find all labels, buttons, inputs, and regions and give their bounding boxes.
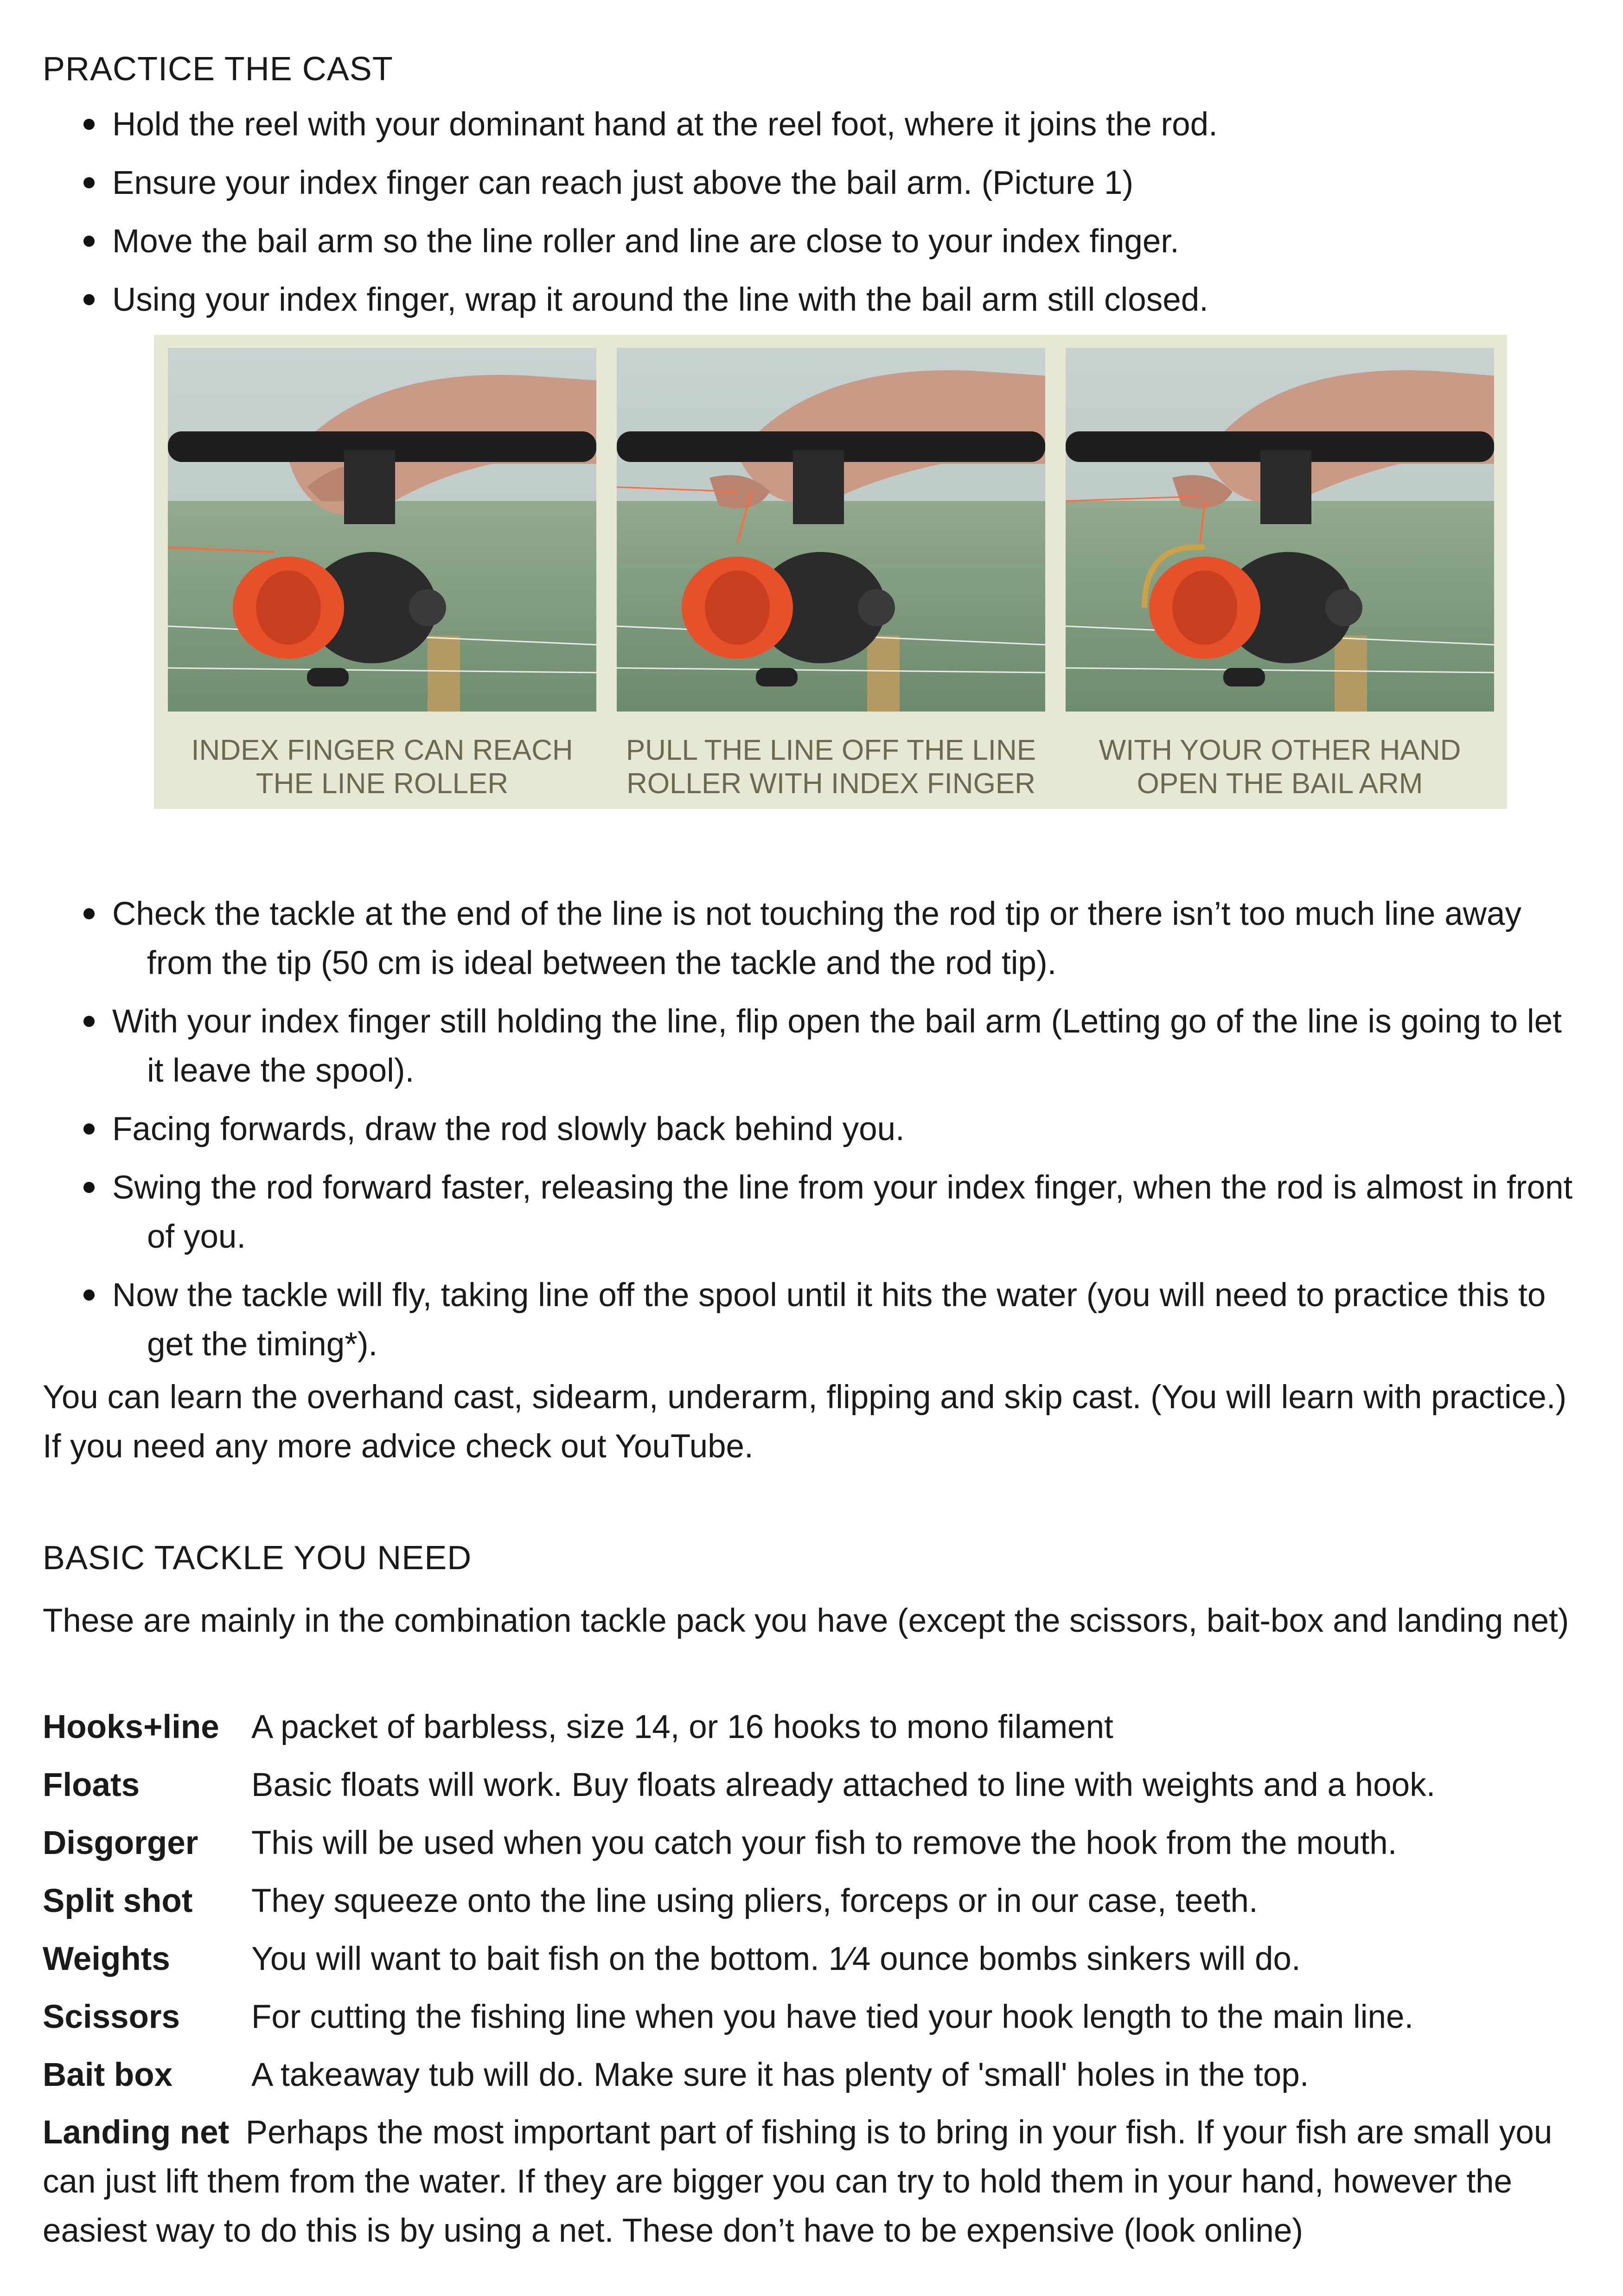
list-item: Ensure your index finger can reach just above the bail arm. (Picture 1) <box>43 159 1573 208</box>
photo-index-finger-reach <box>168 348 596 712</box>
list-item: Move the bail arm so the line roller and line are close to your index finger. <box>43 217 1573 266</box>
section-heading-tackle: BASIC TACKLE YOU NEED <box>43 1539 472 1577</box>
cast-steps-top <box>43 100 1573 325</box>
casting-photo-figure <box>154 335 1507 809</box>
photo-open-bail-arm <box>1066 348 1494 712</box>
document-page: PRACTICE THE CAST Hold the reel with your dominant hand at the reel foot, where it joins the rod. Ensure your index finger can reach just above the bail arm. (Picture 1) Move the bail arm so the line roller and line are close to your index finger. Using your index finger, wrap it around the line with the bail arm still closed. INDEX FINGER CAN REACH THE LINE ROLLER PULL THE LINE OFF THE LINE ROLLER WITH INDEX FINGER WITH YOUR OTHER HAND OPEN THE BAIL ARM Check the tackle at the end of the line is not touching the rod tip or there isn’t too much line away from the tip (50 cm is ideal between the tackle and the rod tip). With your index finger still holding the line, flip open the bail arm (Letting go of the line is going to let it leave the spool). Facing forwards, draw the rod slowly back behind you. Swing the rod forward faster, releasing the line from your index finger, when the rod is almost in front of you. Now the tackle will fly, taking line off the spool until it hits the water (you will need to practice this to get the timing*). You can learn the overhand cast, sidearm, underarm, flipping and skip cast. (You will learn with practice.) If you need any more advice check out YouTube. BASIC TACKLE YOU NEED These are mainly in the combination tackle pack you have (except the scissors, bait-box and landing net) Hooks+line A packet of barbless, size 14, or 16 hooks to mono filament Floats Basic floats will work. Buy floats already attached to line with weights and a hook. Disgorger This will be used when you catch your fish to remove the hook from the mouth. Split shot They squeeze onto the line using pliers, forceps or in our case, teeth. Weights You will want to bait fish on the bottom. 1⁄4 ounce bombs sinkers will do. Scissors For cutting the fishing line when you have tied your hook length to the main line. Bait box A takeaway tub will do. Make sure it has plenty of 'small' holes in the top. Landing net Perhaps the most important part of fishing is to bring in your fish. If your fish are small you can just lift them from the water. If they are bigger you can try to hold them in your hand, however the easiest way to do this is by using a net. These don’t have to be expensive (look online) <box>0 0 1623 2296</box>
list-item: Now the tackle will fly, taking line off the spool until it hits the water (you will need to practice this to get the timing*). <box>43 1271 1573 1369</box>
tackle-item-landing-net: Landing net Perhaps the most important part of fishing is to bring in your fish. If your fish are small you can just lift them from the water. If they are bigger you can try to hold them in your hand, however the easiest way to do this is by using a net. These don’t have to be expensive (look online) <box>43 2114 1553 2249</box>
caption-photo-3: WITH YOUR OTHER HAND OPEN THE BAIL ARM <box>1099 734 1461 800</box>
photo-pull-line-off-roller <box>617 348 1045 712</box>
list-item: Facing forwards, draw the rod slowly back behind you. <box>43 1105 1573 1154</box>
list-item: Hold the reel with your dominant hand at the reel foot, where it joins the rod. <box>43 100 1573 149</box>
cast-steps-bottom <box>43 890 1573 1369</box>
caption-photo-1: INDEX FINGER CAN REACH THE LINE ROLLER <box>191 734 573 800</box>
list-item: Using your index finger, wrap it around the line with the bail arm still closed. <box>43 276 1573 325</box>
list-item: With your index finger still holding the line, flip open the bail arm (Letting go of the line is going to let it leave the spool). <box>43 997 1573 1096</box>
tackle-intro-paragraph: These are mainly in the combination tackle pack you have (except the scissors, bait-box and landing net) <box>43 1603 1569 1639</box>
section-heading-cast: PRACTICE THE CAST <box>43 51 393 88</box>
list-item: Check the tackle at the end of the line is not touching the rod tip or there isn’t too much line away from the tip (50 cm is ideal between the tackle and the rod tip). <box>43 890 1573 988</box>
caption-photo-2: PULL THE LINE OFF THE LINE ROLLER WITH INDEX FINGER <box>626 734 1036 800</box>
list-item: Swing the rod forward faster, releasing the line from your index finger, when the rod is almost in front of you. <box>43 1163 1573 1262</box>
cast-closing-paragraph: You can learn the overhand cast, sidearm, underarm, flipping and skip cast. (You will learn with practice.) If you need any more advice check out YouTube. <box>43 1379 1567 1465</box>
